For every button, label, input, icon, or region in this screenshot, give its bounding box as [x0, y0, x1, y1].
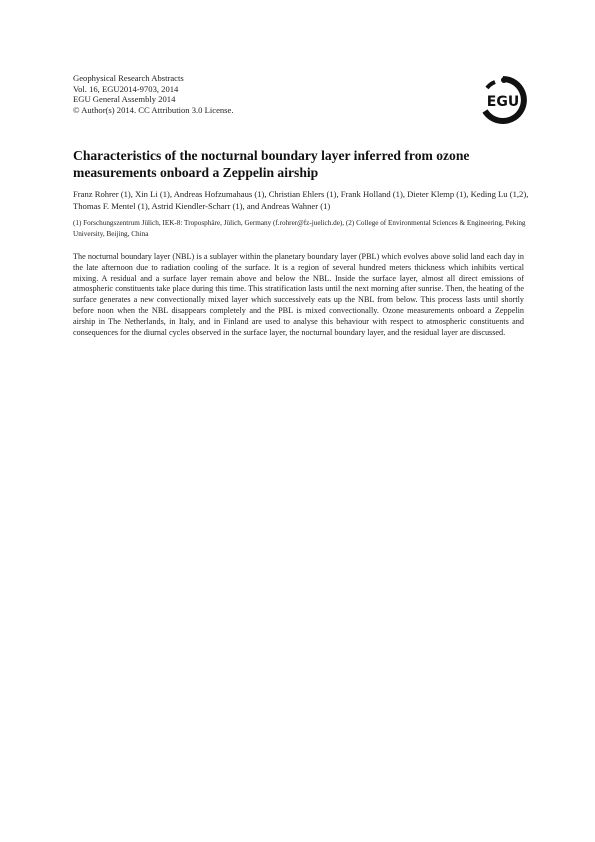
- logo-text: EGU: [486, 94, 520, 110]
- volume-info: Vol. 16, EGU2014-9703, 2014: [73, 83, 179, 94]
- license-info: © Author(s) 2014. CC Attribution 3.0 License.: [73, 104, 234, 115]
- journal-name: Geophysical Research Abstracts: [73, 73, 184, 83]
- abstract-body: The nocturnal boundary layer (NBL) is a sublayer within the planetary boundary layer (PBL) which evolves above solid land each day in the late afternoon due to radiation cooling of the surface. It is a region of several hundred meters thickness which inhibits vertical mixing. A residual and a surface layer remain above and below the NBL. Inside the surface layer, almost all direct emissions of atmospheric constituents take place during this time. This stratification lasts until the next morning after sunrise. Then, the heating of the surface generates a new convectionally mixed layer which successively eats up the NBL from below. This process lasts until shortly before noon when the NBL disappears completely and the PBL is mixed convectionally. Ozone measurements onboard a Zeppelin airship in The Netherlands, in Italy, and in Finland are used to analyse this behaviour with respect to atmospheric constituents and consequences for the diurnal cycles observed in the surface layer, the nocturnal boundary layer, and the residual layer are discussed.: [73, 252, 524, 337]
- egu-logo-icon: [479, 76, 527, 124]
- author-list: Franz Rohrer (1), Xin Li (1), Andreas Hofzumahaus (1), Christian Ehlers (1), Frank Holland (1), Dieter Klemp (1), Keding Lu (1,2), Thomas F. Mentel (1), Astrid Kiendler-Scharr (1), and Andreas Wahner (1): [73, 189, 529, 211]
- assembly-name: EGU General Assembly 2014: [73, 94, 176, 105]
- affiliations: (1) Forschungszentrum Jülich, IEK-8: Troposphäre, Jülich, Germany (f.rohrer@fz-juelich.de), (2) College of Environmental Sciences & Engineering, Peking University, Beijing, China: [73, 219, 526, 238]
- journal-header: [73, 73, 373, 115]
- paper-title: Characteristics of the nocturnal boundary layer inferred from ozone measurements onboard a Zeppelin airship: [73, 148, 470, 180]
